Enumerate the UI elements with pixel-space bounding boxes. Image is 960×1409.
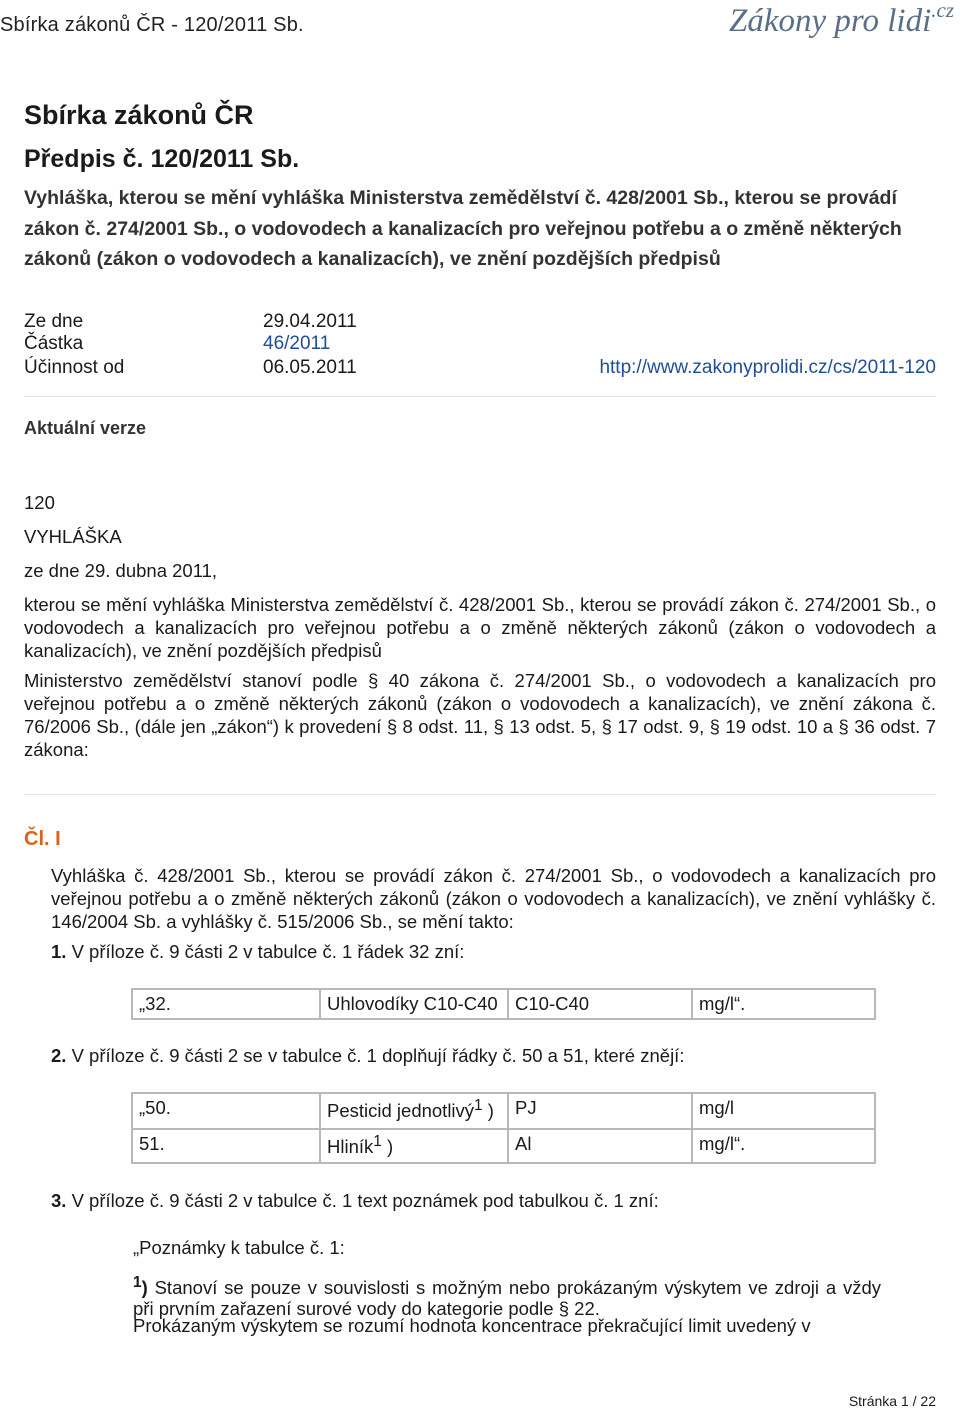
meta-effective-value: 06.05.2011: [263, 357, 357, 378]
logo-text: Zákony pro lidi: [728, 3, 932, 39]
divider: [24, 794, 936, 795]
item-text: V příloze č. 9 části 2 se v tabulce č. 1 doplňují řádky č. 50 a 51, které znějí:: [71, 1045, 685, 1066]
table-cell: mg/l“.: [692, 1129, 875, 1163]
page-indicator: Stránka 1 / 22: [848, 1393, 936, 1409]
item-number: 2.: [51, 1045, 67, 1066]
table-row-32: [131, 988, 876, 1020]
footnote-continuation: Prokázaným výskytem se rozumí hodnota koncentrace překračující limit uvedený v: [133, 1315, 811, 1336]
meta-part-link[interactable]: 46/2011: [263, 333, 331, 354]
cell-text: Hliník: [327, 1136, 374, 1158]
footnote-number: [133, 1274, 148, 1299]
table-cell: „32.: [132, 989, 320, 1019]
table-cell: mg/l“.: [692, 989, 875, 1019]
meta-row-date: [24, 311, 357, 333]
regulation-title: Předpis č. 120/2011 Sb.: [24, 145, 300, 173]
current-version-label: Aktuální verze: [24, 418, 147, 438]
preamble-paragraph: Ministerstvo zemědělství stanoví podle § 40 zákona č. 274/2001 Sb., o vodovodech a kanalizacích pro veřejnou potřebu a o změně některých zákonů (zákon o vodovodech a kanalizacích), ve znění zákona č. 76/2006 Sb., (dále jen „zákon“) k provedení § 8 odst. 11, § 13 odst. 5, § 17 odst. 9, § 19 odst. 10 a § 36 odst. 7 zákona:: [24, 670, 936, 760]
table-cell: 51.: [132, 1129, 320, 1163]
regulation-number: 120: [24, 492, 55, 513]
table-row: [132, 989, 875, 1019]
item-text: V příloze č. 9 části 2 v tabulce č. 1 řádek 32 zní:: [71, 941, 465, 962]
item-number: 3.: [51, 1190, 67, 1211]
amendment-item-3: [51, 1190, 659, 1212]
footnote-number-sup: 1: [133, 1274, 142, 1291]
meta-date-value: 29.04.2011: [263, 311, 357, 332]
amendment-item-2: [51, 1045, 684, 1067]
table-row: [132, 1093, 875, 1129]
regulation-kind: VYHLÁŠKA: [24, 526, 122, 547]
regulation-dated: ze dne 29. dubna 2011,: [24, 560, 218, 581]
cell-text: Pesticid jednotlivý: [327, 1100, 475, 1122]
page-header-title: Sbírka zákonů ČR - 120/2011 Sb.: [0, 14, 304, 36]
notes-title: „Poznámky k tabulce č. 1:: [133, 1237, 345, 1258]
table-cell: „50.: [132, 1093, 320, 1129]
footnote-number-paren: ): [141, 1277, 148, 1299]
table-row: [132, 1129, 875, 1163]
table-cell: Uhlovodíky C10-C40: [320, 989, 508, 1019]
meta-part-label: Částka: [24, 333, 84, 354]
footnote-ref: 1: [474, 1097, 483, 1114]
table-cell: PJ: [508, 1093, 692, 1129]
document-url-link[interactable]: http://www.zakonyprolidi.cz/cs/2011-120: [599, 357, 936, 378]
table-cell: C10-C40: [508, 989, 692, 1019]
site-logo[interactable]: [729, 0, 954, 40]
article-heading: Čl. I: [24, 828, 61, 850]
meta-effective-label: Účinnost od: [24, 357, 125, 378]
table-cell: [320, 1093, 508, 1129]
regulation-subtitle: Vyhláška, kterou se mění vyhláška Ministerstva zemědělství č. 428/2001 Sb., kterou se provádí zákon č. 274/2001 Sb., o vodovodech a kanalizacích pro veřejnou potřebu a o změně některých zákonů (zákon o vodovodech a kanalizacích), ve znění pozdějších předpisů: [24, 187, 902, 270]
footnote-ref: 1: [373, 1133, 382, 1150]
table-cell: [320, 1129, 508, 1163]
article-lead: Vyhláška č. 428/2001 Sb., kterou se provádí zákon č. 274/2001 Sb., o vodovodech a kanalizacích pro veřejnou potřebu a o změně některých zákonů (zákon o vodovodech a kanalizacích), ve znění vyhlášky č. 146/2004 Sb. a vyhlášky č. 515/2006 Sb., se mění takto:: [51, 865, 936, 932]
item-text: V příloze č. 9 části 2 v tabulce č. 1 text poznámek pod tabulkou č. 1 zní:: [71, 1190, 659, 1211]
table-rows-50-51: [131, 1092, 876, 1164]
footnote-paren: ): [386, 1136, 394, 1158]
footnote-paren: ): [487, 1100, 494, 1122]
footnote-text: Stanoví se pouze v souvislosti s možným nebo prokázaným výskytem ve zdroji a vždy při prvním zařazení surové vody do kategorie podle § 22.: [133, 1277, 881, 1320]
collection-title: Sbírka zákonů ČR: [24, 100, 254, 130]
meta-date-label: Ze dne: [24, 311, 84, 332]
meta-row-part: [24, 333, 331, 355]
amendment-item-1: [51, 941, 464, 963]
logo-suffix: .cz: [931, 0, 954, 22]
table-cell: mg/l: [692, 1093, 875, 1129]
intro-paragraph: kterou se mění vyhláška Ministerstva zemědělství č. 428/2001 Sb., kterou se provádí zákon č. 274/2001 Sb., o vodovodech a kanalizacích pro veřejnou potřebu a o změně některých zákonů (zákon o vodovodech a kanalizacích), ve znění pozdějších předpisů: [24, 594, 936, 661]
table-cell: Al: [508, 1129, 692, 1163]
footnote-1: [133, 1272, 881, 1319]
item-number: 1.: [51, 941, 67, 962]
divider: [24, 396, 936, 397]
meta-row-effective: [24, 357, 357, 379]
